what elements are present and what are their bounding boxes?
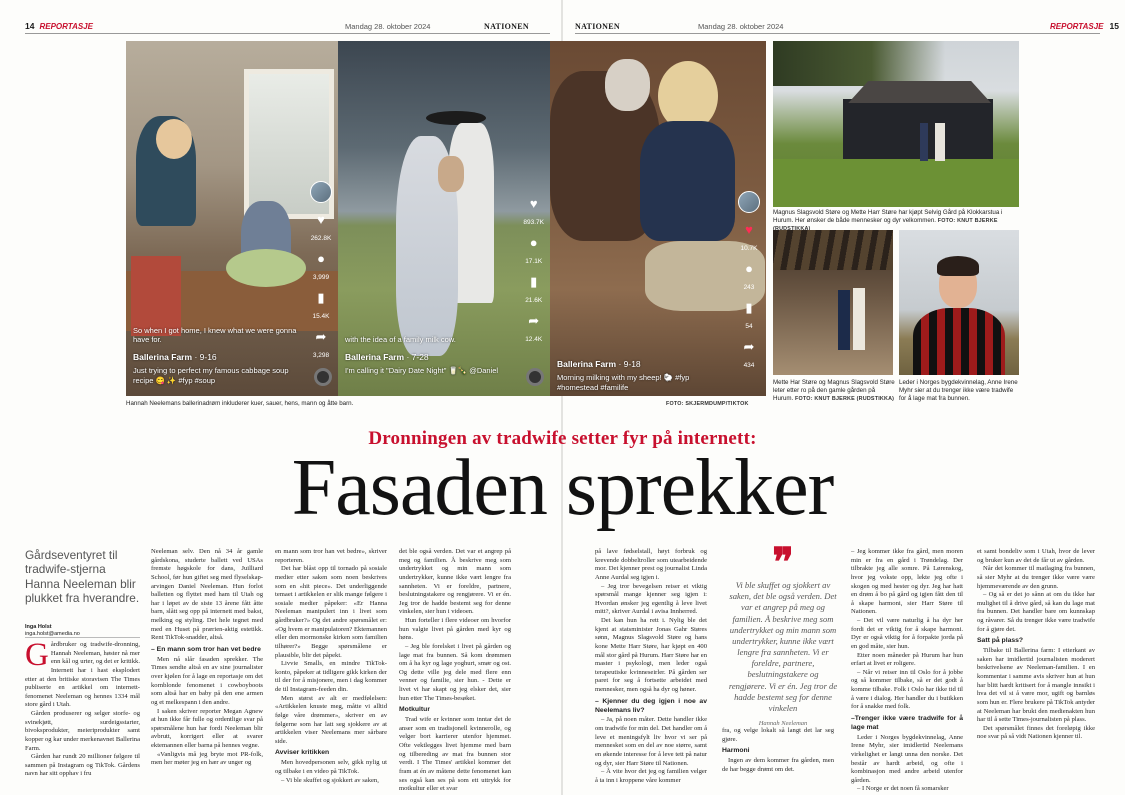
save-count: 15.4K (312, 313, 330, 320)
share-count: 3,298 (312, 352, 330, 359)
leader-portrait-photo (899, 230, 1019, 375)
comment-icon[interactable]: ● (529, 234, 538, 250)
left-header-rule (25, 33, 550, 34)
woman-sweater-shape (640, 121, 735, 241)
tiktok-photo-field (338, 41, 550, 396)
comment-icon[interactable]: ● (317, 250, 325, 266)
quote-mark-icon: ❞ (772, 540, 794, 585)
right-header-rule (575, 33, 1100, 34)
tiktok-user[interactable]: Ballerina Farm · 7-28 (345, 352, 429, 362)
tiktok-user[interactable]: Ballerina Farm · 9-18 (557, 359, 641, 369)
tiktok-photos-credit: FOTO: SKJERMDUMP/TIKTOK (666, 401, 749, 407)
headline: Fasaden sprekker (291, 444, 834, 532)
comment-count: 17.1K (525, 258, 543, 265)
tiktok-description: Just trying to perfect my famous cabbage soup recipe 😋 ✨ #fyp #soup (133, 366, 289, 385)
baby-shape (438, 156, 464, 192)
heart-icon[interactable]: ♥ (745, 221, 753, 237)
bookmark-icon[interactable]: ▮ (745, 299, 753, 315)
tiktok-actions (523, 196, 544, 343)
kicker: Dronningen av tradwife setter fyr på internett: (368, 428, 757, 449)
share-count: 12.4K (525, 336, 543, 343)
man-shape (838, 290, 850, 350)
share-icon[interactable]: ➦ (315, 328, 327, 344)
subheading: – Kjenner du deg igjen i noe av Neelemans liv? (595, 697, 707, 714)
farm-house-photo (773, 41, 1019, 207)
head-shape (156, 119, 192, 159)
left-page-header (25, 20, 93, 32)
left-page-number: 14 (25, 21, 35, 31)
bookmark-icon[interactable]: ▮ (530, 273, 538, 289)
leader-photo-caption: Leder i Norges bygdekvinnelag, Anne Irene Myhr sier at du trenger ikke være tradwife for å lage mat fra bunnen. (899, 379, 1018, 403)
byline-email-link[interactable]: inga.holst@amedia.no (25, 631, 80, 638)
body-column-6: fra, og velge lokalt så langt det lar seg gjøre. Harmoni Ingen av dem kommer fra gården, men de har begge drømt om det. (722, 727, 834, 773)
body-column-1: Gårdbruker og tradwife-dronning, Hannah Neeleman, høster nå mer enn kål og urter, og det er kritikk. Internett har i hast eksplodert etter at den britiske storavisen The Times publiserte en artikkel om internett-fenomenet Neeleman og hennes 1334 mål store gård i Utah. Gården produserer og selger storfe- og svinekjøtt, surdeigsstarter, bivoksprodukter, meieriprodukter samt kopper og kar under merkenavnet Ballerina Farm. Gården har rundt 20 millioner følgere til sammen på Instagram og TikTok. Gårdens navn har sitt opphav i fru (25, 641, 140, 778)
right-date: Mandag 28. oktober 2024 (698, 21, 784, 31)
tiktok-photos-caption: Hannah Neelemans ballerinadrøm inkluderer kuer, sauer, hens, mann og åtte barn. (126, 400, 354, 407)
comment-icon[interactable]: ● (745, 260, 753, 276)
sheep-head-shape (605, 59, 650, 111)
pull-quote-text: Vi ble skuffet og sjokkert av saken, det ble også verden. Det var et angrep på meg og familien. Å beskrive meg som undertrykket og min mann som undertrykker, kunne ikke vært lengre fra sannheten. Vi er foreldre, partnere, beslutningstakere og rengjørere. Vi er én. Jeg tror de hadde bestemt seg for denne vinkelen (728, 580, 838, 713)
tiktok-description: Morning milking with my sheep! 🐑 #fyp #homestead #familife (557, 373, 690, 392)
music-disc-icon[interactable] (526, 368, 544, 386)
avatar[interactable] (738, 191, 760, 213)
sweater-shape (913, 308, 1005, 375)
comment-count: 243 (743, 284, 755, 291)
farmhouse-shape (843, 99, 993, 159)
heart-icon[interactable]: ♥ (529, 195, 538, 211)
pull-quote (728, 540, 838, 728)
like-count: 893.7K (523, 219, 544, 226)
tiktok-photo-sheep (550, 41, 766, 396)
left-section-label: REPORTASJE (39, 21, 93, 31)
farm-photo-caption: Magnus Slagsvold Støre og Mette Harr Støre har kjøpt Selvig Gård på Klokkarstua i Hurum. Her ønsker de både mennesker og dyr velkommen. FOTO: KNUT BJERKE (773, 209, 1003, 225)
right-section-label: REPORTASJE (1050, 21, 1104, 31)
subheading: Harmoni (722, 747, 750, 755)
tiktok-photo-kitchen (126, 41, 338, 396)
trees-shape (773, 41, 1019, 86)
barn-photo-caption: Mette Har Støre og Magnus Slagsvold Støre leter etter ro på den gamle gården på Hurum. FOTO: KNUT BJERKE (RUDSTIKKA) (773, 379, 895, 403)
byline: Inga Holst inga.holst@amedia.no (25, 624, 140, 639)
tiktok-description: I'm calling it "Dairy Date Night" 🥛🍾 @Daniel (345, 366, 499, 375)
body-column-7: – Jeg kommer ikke fra gård, men moren min er fra en gård i Trøndelag. Der tilbrakte jeg alle somre. På Lørenskog, hvor jeg vokste opp, lekte jeg ofte i skogen og med hester og dyr. Jeg har hatt en drøm å bo på gård og igjen fått den til å skape harmoni, sier Harr Støre til Nationen. – Det vil være naturlig å ha dyr her fordi det er viktig for å skape harmoni. Dyr er også viktig for å forpakte jorda på en god måte, sier hun. Etter noen måneder på Hurum har hun erfart at livet er roligere. – Når vi reiser inn til Oslo for å jobbe og så kommer tilbake, så er det godt å komme tilbake. Folk i Oslo har ikke tid til å være i dialog. Her handler du i butikken for å snakke med folk. –Trenger ikke være tradwife for å lage mat Leder i Norges bygdekvinnelag, Anne Irene Myhr, sier imidlertid Neelemans virkelighet er langt unna den norske. Det består av hardt arbeid, og ofte i kombinasjon med andre arbeid utenfor gården. – I Norge er det noen få somarsker (851, 548, 963, 793)
subheading: Avviser kritikken (275, 749, 330, 757)
hair-shape (937, 256, 979, 276)
tiktok-overlay-text: with the idea of a family milk cow. (345, 335, 456, 344)
lawn-shape (773, 159, 1019, 207)
left-paper-name: NATIONEN (484, 21, 529, 31)
heart-icon[interactable]: ♥ (317, 211, 325, 227)
person-shape (935, 123, 945, 161)
share-icon[interactable]: ➦ (743, 338, 755, 354)
save-count: 54 (745, 323, 753, 330)
share-icon[interactable]: ➦ (528, 312, 540, 328)
tiktok-overlay-text: So when I got home, I knew what we were gonna have for. (133, 326, 297, 345)
share-count: 434 (743, 362, 755, 369)
right-paper-name: NATIONEN (575, 21, 620, 31)
body-column-4: det ble også verden. Det var et angrep på meg og familien. Å beskrive meg som undertrykket og min mann som undertrykker, kunne ikke vært lengre fra sannheten. Vi er foreldre, partnere, beslutningstakere og rengjørere. Vi er én. Jeg tror de hadde bestemt seg for denne vinkelen, sier hun i videoen. Hun forteller i flere videoer om hvorfor hun valgte livet på gården med kyr og høns. – Jeg ble forelsket i livet på gården og lage mat fra bunnen. Så kom drømmen om å ha kyr og lage yoghurt, smør og ost. Og dette ville jeg dele med flere enn venner og familie, sier hun. - Dette er livet vi har skapt og jeg elsker det, sier hun etter The Times-besøket. Motkultur Trad wife er kvinner som inntar det de anser som en tradisjonell kvinnerolle, og velger bort karrierer utenfor hjemmet. Ofte vektlegges livet hjemme med barn og tilbereding av mat fra bunnen stor verdi. I The Times' artikkel kommer det fram at én av måtene dette fenomenet kan ses også kan ses på som ett uttrykk for motkultur eller et svar (399, 548, 511, 793)
subheading: Satt på plass? (977, 637, 1024, 645)
drop-cap: G (25, 641, 49, 673)
subheading: –Trenger ikke være tradwife for å lage mat (851, 714, 963, 731)
body-column-2: Neeleman selv. Den nå 34 år gamle gårdskona, studerte ballett ved USAs fremste høgskole for dans, Juilliard School, før hun giftet seg med flyselskap-arvingen Daniel Neeleman. Hun forlot balletten og flyttet med ham til Utah og har i løpet av de siste 13 årene fått åtte barn, slått seg opp på internett med bakst, melking og styling. Det hele tegnet med med en Huset på prærien-aktig estetikk. Rent TikTok-snadder, altså. – En mann som tror han vet bedre Men nå slår fasaden sprekker. The Times sendte altså en av sine journalister over kjølen for å lage en reportasje om det kornblonde fenomenet i cowboyboots som altså har en baby på den ene armen og et melkespann i den andre. I saken skriver reporter Megan Agnew at hun ikke får fulle og ordentlige svar på spørsmålene hun har fordi Neeleman blir avbrutt, korrigert eller at svarer ektemannen eller barna på hennes vegne. «Vanligvis må jeg bryte mot PR-folk, men her møter jeg en hær av unger og (151, 548, 263, 767)
cabbage-shape (226, 249, 306, 287)
woman-shape (853, 288, 865, 350)
byline-rule (25, 637, 140, 638)
barn-interior-photo (773, 230, 893, 375)
body-column-3: en mann som tror han vet bedre», skriver reporteren. Det har blåst opp til tornado på sosiale medier etter saken som noen beskrives som en «hit piece». Det underliggende temaet i artikkelen er slik mange følgere i sosiale medier påpeker: «Er Hanna Neeleman manipulert inn i livet som gårdbruker?» Og det andre spørsmålet er: «Og hvem er manipulatoren? Ektemannen eller den mormonske kirken som familien tilhører?» Begge spørsmålene er plausible, blir det påpekt. Livvie Smalls, en mindre TikTok-konto, påpeker at tidligere gikk kirken der til der for å misjonere, men i dag kommer de til Instagram-feeden din. Men størst av alt er medfølelsen: «Artikkelen knuste meg, måtte vi alltid følge våre drømmer», skriver en av følgerne som har latt seg sjokkere av at artikkelen viser Neelemans mer sårbare side. Avviser kritikken Men hovedpersonen selv, gikk nylig ut og tilbake i en video på TikTok. – Vi ble skuffet og sjokkert av saken, (275, 548, 387, 784)
pull-quote-attribution: Hannah Neeleman (758, 720, 808, 728)
subheading: – En mann som tror han vet bedre (151, 645, 261, 653)
person-shape (920, 123, 928, 161)
tiktok-actions (310, 181, 332, 359)
music-disc-icon[interactable] (314, 368, 332, 386)
avatar[interactable] (310, 181, 332, 203)
save-count: 21.6K (525, 297, 543, 304)
comment-count: 3,999 (312, 274, 330, 281)
body-column-5: på lave fødselstall, høyt forbruk og krevende dobbeltroller som utearbeidende mor. Det kjenner prest og journalist Linda Anne Aurdal seg igjen i. – Jeg tror bevegelsen reiser et viktig spørsmål mange kjenner seg igjen i: Hvordan ønsker jeg egentlig å leve livet mitt?, skriver Aurdal i avisa Innherred. Det kan hun ha rett i. Nylig ble det kjent at statsminister Jonas Gahr Støres sønn, Magnus Slagsvold Støre og hans kone Mette Harr Støre, har kjøpt en 400 mål stor gård på Hurum. Harr Støre har en master i psykologi, men leder også terapeutiske kvinneseirler. På gården ser paret for seg å fortsette arbeidet med mennesker, men også ha dyr og høner. – Kjenner du deg igjen i noe av Neelemans liv? – Ja, på noen måter. Dette handler ikke om tradwife for min del. Det handler om å leve et meningsfylt liv hvor vi ser på mennesket som en del av noe større, samt en økende interesse for å leve tett på natur og dyr, sier Harr Støre til Nationen. – Å vite hvor det jeg og familien velger å ta inn i kroppene våre kommer (595, 548, 707, 784)
rafters-shape (773, 230, 893, 270)
body-column-8: et samt bondeliv som i Utah, hvor de lever og bruker kun av det de får ut av gården. Når det kommer til matlaging fra bunnen, så sier Myhr at du trenger ikke være være hjemmeværende av den grunn. – Og så er det jo sånn at om du ikke har mulighet til å drive gård, så kan du lage mat fra bunnen. Det handler bare om kunnskap og råvarer. Så du trenger ikke være tradwife for å gjøre det. Satt på plass? Tilbake til Ballerina farm: I etterkant av saken har imidlertid journalisten moderert beskrivelsene av Neeleman-familien. I en kommentar i samme avis skriver hun at hun har blitt hardt kritisert for å mangle innsikt i hva det vil si å være mor, ugift og barnløs som hun er. Flere brukere på TikTok antyder at Neeleman har brukt den medienakten hun har til å sette Times-journalisten på plass. Det spørsmålet finnes det foreløpig ikke noe svar på så vidt Nationen kjenner til. (977, 548, 1095, 741)
right-page-number: 15 (1109, 21, 1119, 31)
right-page-header (1050, 20, 1124, 32)
left-date: Mandag 28. oktober 2024 (345, 21, 431, 31)
plaid-child-shape (131, 256, 181, 336)
tiktok-actions (738, 191, 760, 369)
like-count: 10.7K (740, 245, 758, 252)
bookmark-icon[interactable]: ▮ (317, 289, 325, 305)
ingress: Gårdseventyret til tradwife-stjerna Hanna Neeleman blir plukket fra hverandre. (25, 548, 140, 606)
like-count: 262.8K (310, 235, 332, 242)
tiktok-user[interactable]: Ballerina Farm · 9-16 (133, 352, 217, 362)
subheading: Motkultur (399, 706, 430, 714)
